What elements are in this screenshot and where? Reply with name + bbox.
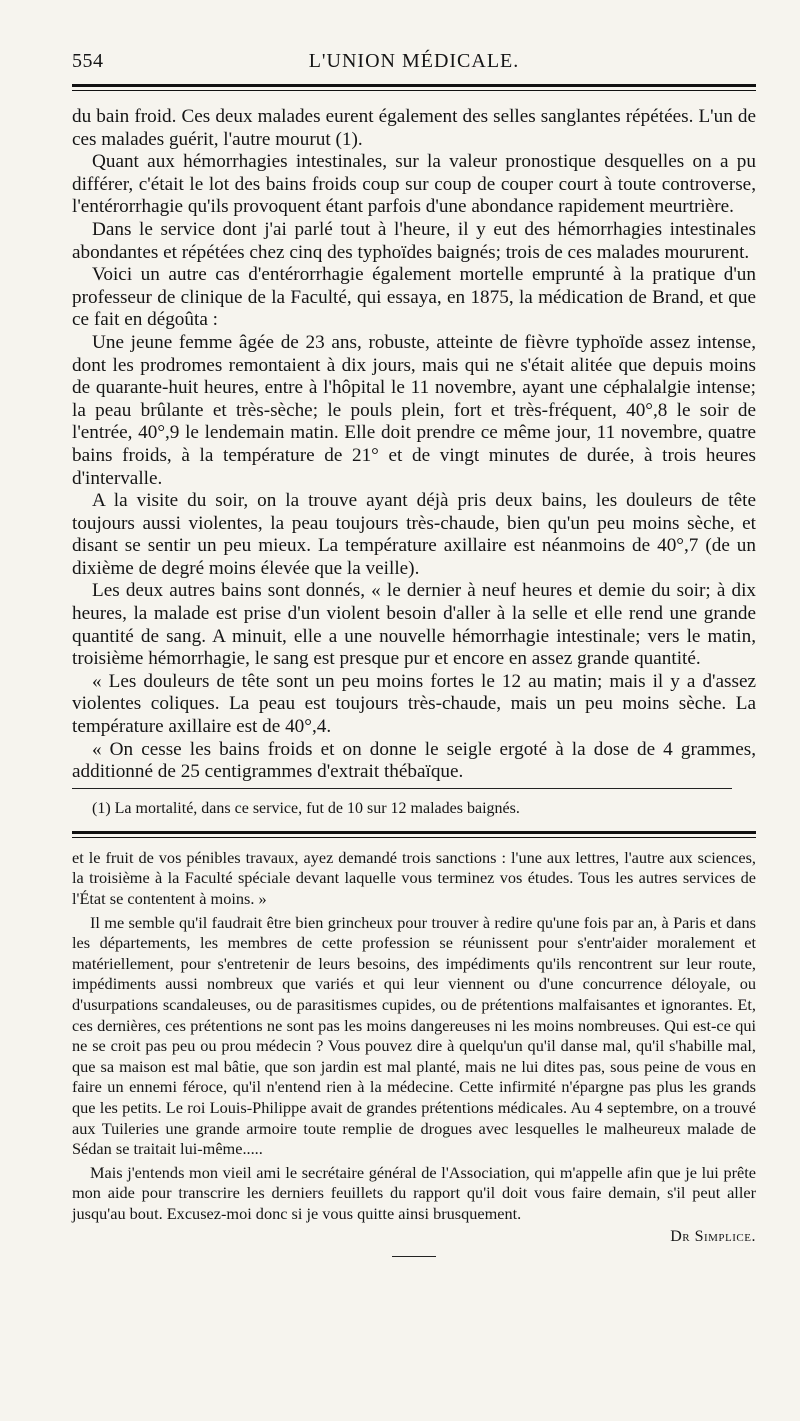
page-number: 554 bbox=[72, 50, 104, 72]
article-paragraph: Voici un autre cas d'entérorrhagie également mortelle emprunté à la pratique d'un professeur de clinique de la Faculté, qui essaya, en 1875, la médication de Brand, et que ce fait en dégoûta : bbox=[72, 264, 756, 331]
end-rule bbox=[392, 1256, 436, 1257]
article-paragraph: A la visite du soir, on la trouve ayant déjà pris deux bains, les douleurs de tête toujours aussi violentes, la peau toujours très-chaude, bien qu'un peu moins sèche, et disant se sentir un peu mieux. La température axillaire est néanmoins de 40°,7 (de un dixième de degré moins élevée que la veille). bbox=[72, 490, 756, 579]
feuilleton-paragraph: Mais j'entends mon vieil ami le secrétaire général de l'Association, qui m'appelle afin que je lui prête mon aide pour transcrire les derniers feuillets du rapport qu'il doit vous faire demain, s'il peut aller jusqu'au bout. Excusez-moi donc si je vous quitte ainsi brusquement. bbox=[72, 1162, 756, 1223]
article-paragraph: « On cesse les bains froids et on donne le seigle ergoté à la dose de 4 grammes, additionné de 25 centigrammes d'extrait thébaïque. bbox=[72, 738, 756, 783]
main-article bbox=[72, 106, 756, 784]
header-rule-thin bbox=[72, 90, 756, 91]
signature: Dr Simplice. bbox=[670, 1227, 756, 1245]
feuilleton-paragraph: et le fruit de vos pénibles travaux, ayez demandé trois sanctions : l'une aux lettres, l'autre aux sciences, la troisième à la Faculté spéciale devant laquelle vous terminez vos études. Tous les autres services de l'État se contentent à moins. » bbox=[72, 847, 756, 908]
header-rule bbox=[72, 84, 756, 87]
article-paragraph: Les deux autres bains sont donnés, « le dernier à neuf heures et demie du soir; à dix heures, la malade est prise d'un violent besoin d'aller à la selle et elle rend une grande quantité de sang. A minuit, elle a une nouvelle hémorrhagie intestinale; vers le matin, troisième hémorrhagie, le sang est presque pur et encore en assez grande quantité. bbox=[72, 580, 756, 670]
page bbox=[0, 40, 800, 1421]
article-paragraph: Dans le service dont j'ai parlé tout à l'heure, il y eut des hémorrhagies intestinales abondantes et répétées chez cinq des typhoïdes baignés; trois de ces malades moururent. bbox=[72, 218, 756, 263]
page-header bbox=[72, 40, 756, 106]
running-title: L'UNION MÉDICALE. bbox=[308, 50, 520, 72]
feuilleton-rule-thin bbox=[72, 837, 756, 838]
article-paragraph: du bain froid. Ces deux malades eurent également des selles sanglantes répétées. L'un de ces malades guérit, l'autre mourut (1). bbox=[72, 106, 756, 150]
article-paragraph: « Les douleurs de tête sont un peu moins fortes le 12 au matin; mais il y a d'assez violentes coliques. La peau est toujours très-chaude, mais un peu moins sèche. La température axillaire est de 40°,4. bbox=[72, 670, 756, 738]
feuilleton-paragraph: Il me semble qu'il faudrait être bien grincheux pour trouver à redire qu'une fois par an, à Paris et dans les départements, les membres de cette profession se réunissent pour s'entr'aider moralement et matériellement, pour s'entretenir de leurs besoins, des impédiments qu'ils rencontrent sur leur route, impédiments aussi nombreux que variés et qui leur viennent ou d'une concurrence déloyale, ou d'usurpations scandaleuses, ou de parasitismes cupides, ou de prétentions malfaisantes et ignorantes. Et, ces dernières, ces prétentions ne sont pas les moins dangereuses ni les moins nombreuses. Qui est-ce qui ne se croit pas peu ou prou médecin ? Vous pouvez dire à quelqu'un qu'il danse mal, qu'il s'habille mal, que sa maison est mal bâtie, que son jardin est mal planté, mais ne lui dites pas, sous peine de vous en faire un ennemi féroce, qu'il n'entend rien à la médecine. Cette infirmité n'épargne pas plus les grands que les petits. Le roi Louis-Philippe avait de grandes prétentions médicales. Au 4 septembre, on a trouvé aux Tuileries une grande armoire toute remplie de drogues avec lesquelles le malheureux malade de Sédan se traitait lui-même..... bbox=[72, 912, 756, 1159]
feuilleton bbox=[72, 848, 756, 1225]
article-paragraph: Quant aux hémorrhagies intestinales, sur la valeur pronostique desquelles on a pu différer, c'était le lot des bains froids coup sur coup de couper court à toute controverse, l'entérorrhagie qu'ils provoquent étant parfois d'une abondance rapidement meurtrière. bbox=[72, 151, 756, 218]
footnote: (1) La mortalité, dans ce service, fut de 10 sur 12 malades baignés. bbox=[92, 799, 520, 817]
feuilleton-rule bbox=[72, 831, 756, 834]
article-paragraph: Une jeune femme âgée de 23 ans, robuste, atteinte de fièvre typhoïde assez intense, dont les prodromes remontaient à dix jours, mais qui ne s'était alitée que depuis moins de quarante-huit heures, entre à l'hôpital le 11 novembre, ayant une céphalalgie intense; la peau brûlante et très-sèche; le pouls plein, fort et très-fréquent, 40°,8 le soir de l'entrée, 40°,9 le lendemain matin. Elle doit prendre ce même jour, 11 novembre, quatre bains froids, à la température de 21° et de vingt minutes de durée, à trois heures d'intervalle. bbox=[72, 331, 756, 489]
footnote-separator bbox=[72, 788, 732, 789]
